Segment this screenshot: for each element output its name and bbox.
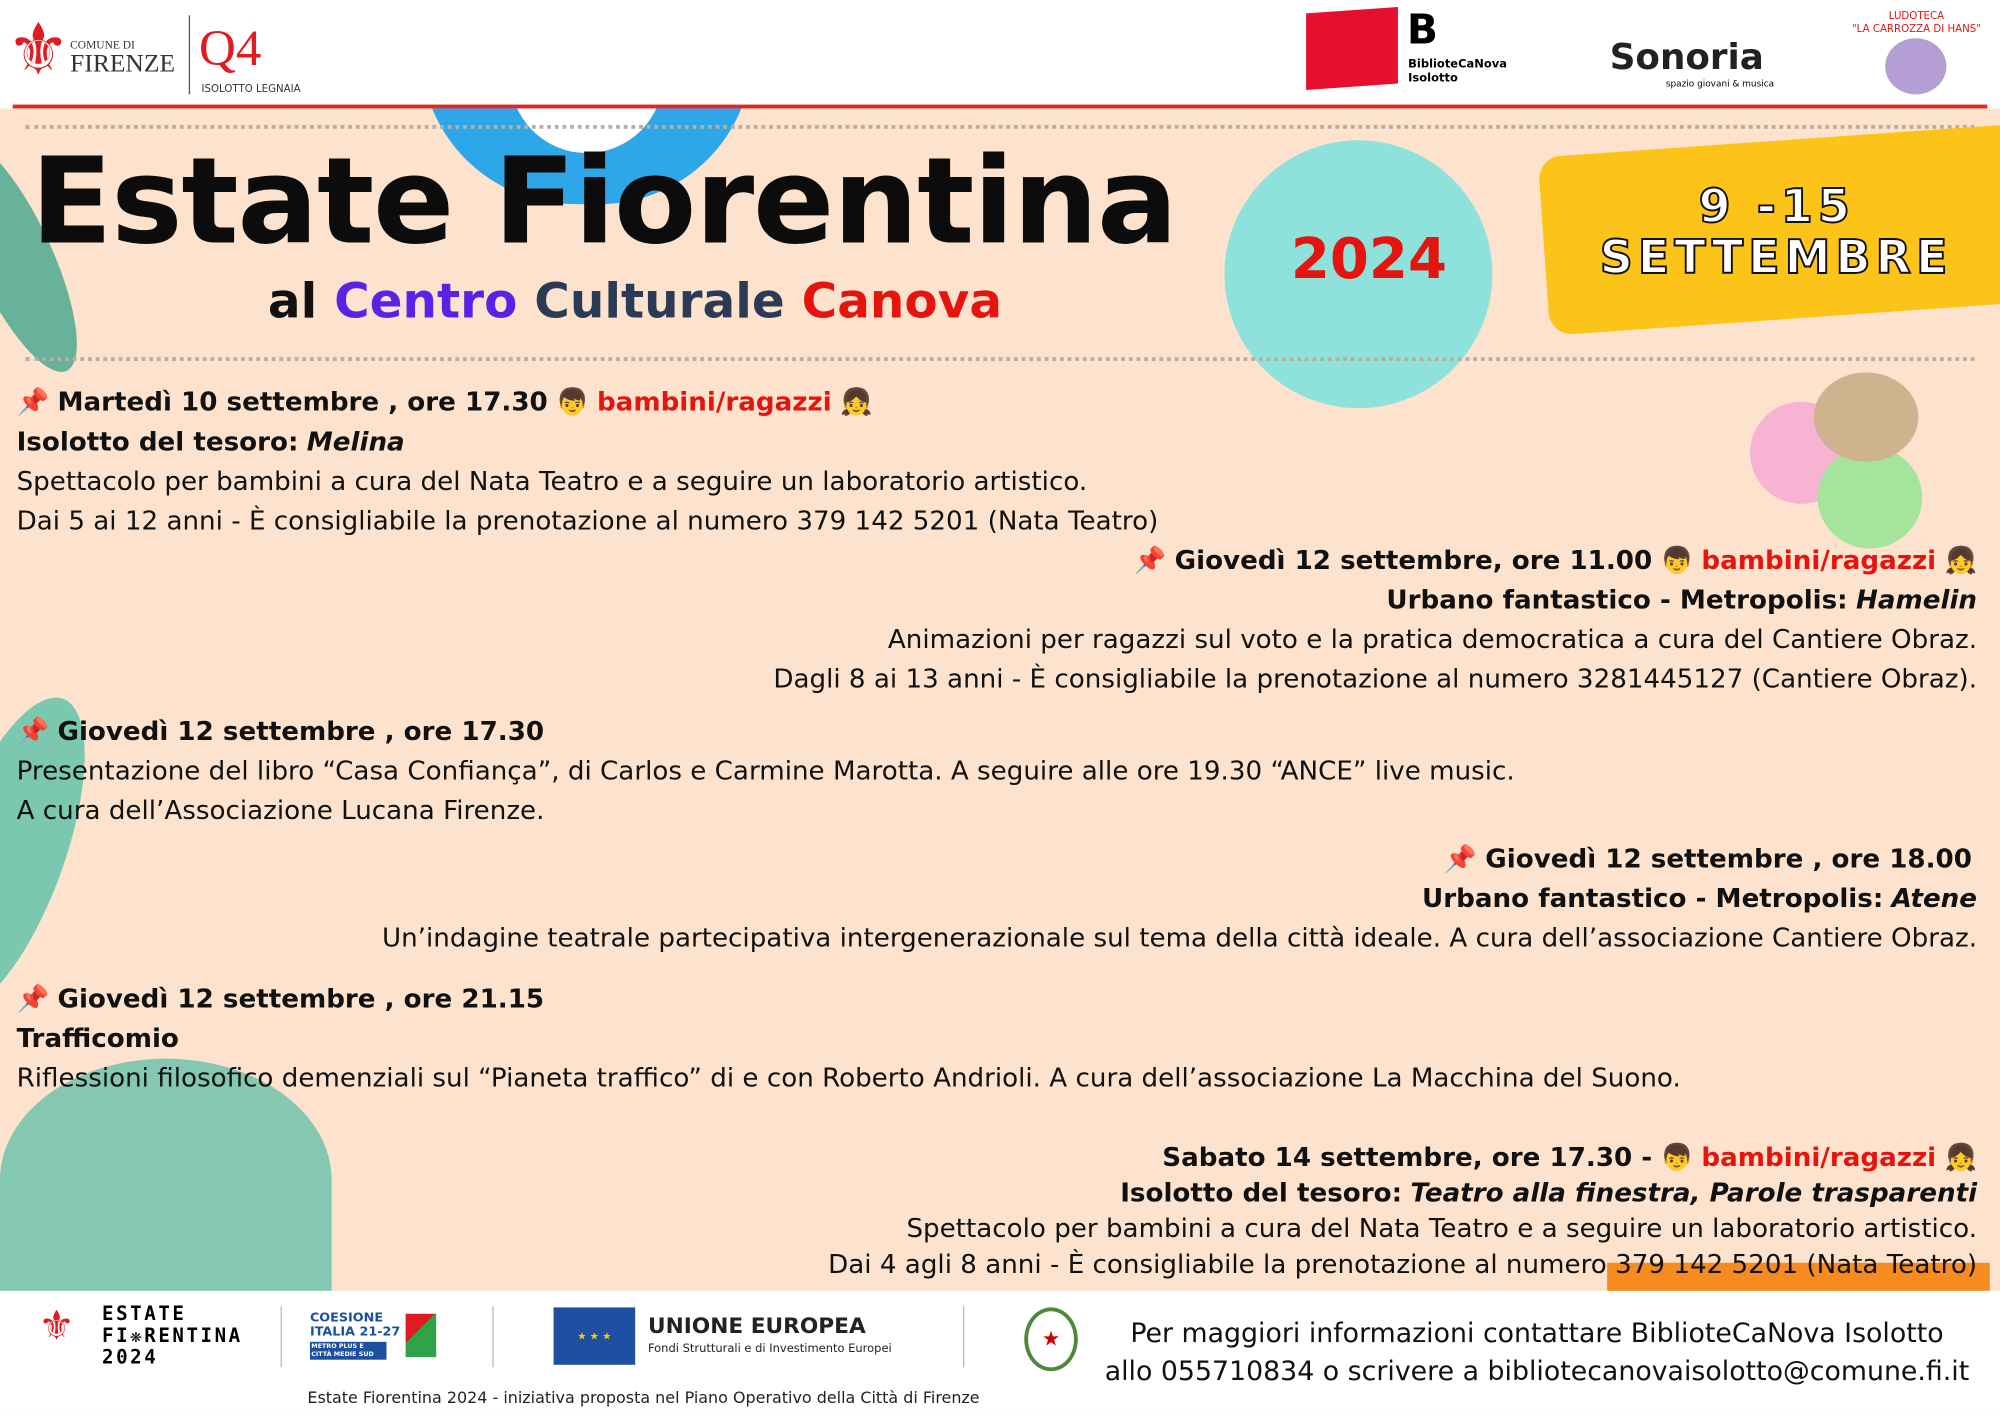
event-description: Spettacolo per bambini a cura del Nata Teatro e a seguire un laboratorio artistico.: [16, 465, 1088, 497]
header-divider: [13, 105, 1987, 109]
event-title: Urbano fantastico - Metropolis: Hamelin: [1386, 584, 1978, 615]
pin-icon: 📌: [1133, 544, 1167, 576]
dotted-border: [26, 125, 1975, 129]
divider: [189, 15, 190, 94]
contact-info: Per maggiori informazioni contattare BiblioteCaNova Isolotto allo 055710834 o scrivere a bibliotecanovaisolotto@comune.fi.it: [1097, 1314, 1977, 1391]
q4-logo: Q4: [198, 19, 262, 77]
republic-emblem-icon: ★: [1024, 1307, 1078, 1371]
event-heading: 📌 Martedì 10 settembre , ore 17.30 👦 bambini/ragazzi 👧: [16, 386, 873, 418]
child-icon: 👧: [1944, 1141, 1978, 1173]
pin-icon: 📌: [16, 715, 50, 747]
event-description: Animazioni per ragazzi sul voto e la pratica democratica a cura del Cantiere Obraz.: [887, 623, 1978, 655]
sonoria-logo: Sonoria: [1609, 35, 1764, 78]
event-description: Spettacolo per bambini a cura del Nata Teatro e a seguire un laboratorio artistico.: [906, 1213, 1978, 1244]
ludoteca-title: LUDOTECA "LA CARROZZA DI HANS": [1851, 10, 1981, 35]
page-title: Estate Fiorentina: [30, 132, 1177, 272]
child-icon: 👦: [1660, 1141, 1694, 1173]
biblioteca-name: BiblioteCaNova Isolotto: [1408, 58, 1507, 86]
event-heading: 📌 Giovedì 12 settembre , ore 18.00: [1444, 843, 1972, 874]
ice-cream-decoration: [1818, 446, 1923, 548]
eu-title: UNIONE EUROPEA: [647, 1313, 866, 1340]
biblioteca-letter: B: [1406, 5, 1438, 54]
event-description: Dai 4 agli 8 anni - È consigliabile la prenotazione al numero 379 142 5201 (Nata Teatro): [828, 1248, 1978, 1280]
child-icon: 👦: [1660, 544, 1694, 576]
pin-icon: 📌: [16, 983, 50, 1015]
event-heading: 📌 Giovedì 12 settembre , ore 21.15: [16, 983, 545, 1015]
event-description: Dagli 8 ai 13 anni - È consigliabile la prenotazione al numero 3281445127 (Cantiere Obraz).: [773, 663, 1978, 694]
event-description: Un’indagine teatrale partecipativa intergenerazionale sul tema della città ideale. A cura dell’associazione Cantiere Obraz.: [381, 922, 1978, 953]
event-heading: Sabato 14 settembre, ore 17.30 - 👦 bambini/ragazzi 👧: [1162, 1141, 1978, 1173]
estate-fiorentina-logo: ESTATE FI❋RENTINA 2024: [102, 1302, 243, 1369]
date-range: 9 -15: [1698, 181, 1855, 234]
year-label: 2024: [1290, 227, 1448, 293]
divider: [492, 1306, 493, 1367]
q4-subtitle: ISOLOTTO LEGNAIA: [201, 82, 301, 95]
event-description: A cura dell’Associazione Lucana Firenze.: [16, 794, 545, 826]
comune-logo-text: COMUNE DI FIRENZE: [70, 38, 176, 78]
eu-subtitle: Fondi Strutturali e di Investimento Europei: [647, 1343, 892, 1356]
florence-lily-icon: ⚜: [6, 8, 71, 92]
italy-flag-mark: [406, 1314, 437, 1357]
event-title: Isolotto del tesoro: Teatro alla finestra, Parole trasparenti: [1120, 1177, 1978, 1208]
child-icon: 👧: [1944, 544, 1978, 576]
divider: [281, 1306, 282, 1367]
ice-cream-decoration: [1814, 372, 1919, 461]
contact-email[interactable]: allo 055710834 o scrivere a bibliotecanovaisolotto@comune.fi.it: [1104, 1355, 1970, 1387]
page-subtitle: al Centro Culturale Canova: [267, 272, 1003, 330]
child-icon: 👦: [556, 386, 589, 418]
eu-flag-icon: ★ ★ ★: [554, 1307, 636, 1364]
pin-icon: 📌: [1444, 843, 1477, 874]
coesione-logo: COESIONE ITALIA 21-27 METRO PLUS E CITTÀ MEDIE SUD: [309, 1311, 401, 1359]
dotted-border: [26, 357, 1975, 361]
pin-icon: 📌: [16, 386, 50, 418]
florence-lily-icon: ⚜: [38, 1301, 75, 1350]
date-month: SETTEMBRE: [1599, 232, 1953, 285]
event-description: Riflessioni filosofico demenziali sul “Pianeta traffico” di e con Roberto Andrioli. A cura dell’associazione La Macchina del Suono.: [16, 1062, 1681, 1094]
event-heading: 📌 Giovedì 12 settembre, ore 11.00 👦 bambini/ragazzi 👧: [1133, 544, 1978, 576]
carriage-icon: [1885, 38, 1946, 94]
event-heading: 📌 Giovedì 12 settembre , ore 17.30: [16, 715, 545, 747]
footer-note: Estate Fiorentina 2024 - iniziativa proposta nel Piano Operativo della Città di Firenze: [307, 1387, 980, 1407]
event-description: Presentazione del libro “Casa Confiança”, di Carlos e Carmine Marotta. A seguire alle ore 19.30 “ANCE” live music.: [16, 755, 1515, 786]
header-bar: [0, 0, 2000, 108]
biblioteca-logo-mark: [1306, 7, 1398, 90]
event-title: Trafficomio: [16, 1022, 179, 1054]
divider: [963, 1306, 964, 1367]
event-title: Isolotto del tesoro: Melina: [16, 426, 405, 457]
event-description: Dai 5 ai 12 anni - È consigliabile la prenotazione al numero 379 142 5201 (Nata Teatro): [16, 505, 1159, 536]
event-title: Urbano fantastico - Metropolis: Atene: [1422, 882, 1978, 914]
sonoria-subtitle: spazio giovani & musica: [1665, 79, 1775, 90]
child-icon: 👧: [840, 386, 873, 418]
